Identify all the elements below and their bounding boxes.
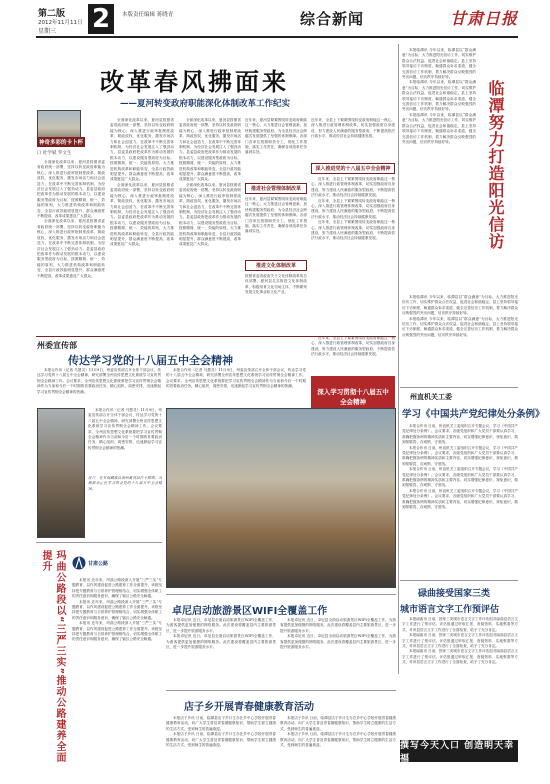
story2-photo-caption: 近日，在甘南藏族自治州夏河县拉卜楞镇，当地群众正在学习领会党的十八届五中全会精神。 bbox=[88, 476, 162, 491]
story2-body-b: 本报合作讯（记者 马慧灵）11月9日，州委宣传部召开全体干部会议，传达学习党的十八届五中全会精神，研究部署全州宣传思想文化系统学习宣传贯彻全会精神工作。会议要求，全州宣传思想文化系统要把学习宣传贯彻全会精神作为当前和今后一个时期的首要政治任务，精心组织，周密安排，迅速掀起学习宣传贯彻全会精神的热潮。 bbox=[166, 368, 306, 389]
story3-body: 本报讯 近年来，玛曲公路段深入开展“三严三实”专题教育，以作风建设促进公路建养工作全面提升。该段坚持把专题教育与日常养护管理相结合，切实增强全体职工的责任意识和服务意识，确保了辖区公路安全畅通。 本报讯 近年来，玛曲公路段深入开展“三严三实”专题教育，以作风建设促进公路建养工作全面提升。该段坚持把专题教育与日常养护管理相结合，切实增强全体职工的责任意识和服务意识，确保了辖区公路安全畅通。 本报讯 近年来，玛曲公路段深入开展“三严三实”专题教育，以作风建设促进公路建养工作全面提升。该段坚持把专题教育与日常养护管理相结合，切实增强全体职工的责任意识和服务意识，确保了辖区公路安全畅通。 bbox=[72, 578, 162, 642]
edition-label: 第二版 bbox=[38, 9, 66, 19]
middle-heading-1: 推进社会管理体制改革 bbox=[245, 183, 307, 194]
award-line-1: 碌曲接受国家三类 bbox=[418, 589, 491, 599]
story4-rule bbox=[166, 594, 396, 595]
right-kicker: 州直机关工委 bbox=[410, 393, 452, 401]
right-story-title: 学习《中国共产党纪律处分条例》 bbox=[402, 409, 545, 420]
lead-photo-label: 神奇多彩的卡卜杯 bbox=[37, 137, 85, 147]
gansu-road-logo-text: 甘肃公路 bbox=[88, 560, 109, 567]
edition-weekday: 星期三 bbox=[38, 28, 57, 35]
story2-title: 传达学习党的十八届五中全会精神 bbox=[68, 354, 233, 367]
story2-body-a: 本报合作讯（记者 马慧灵）11月9日，州委宣传部召开全体干部会议，传达学习党的十八届五中全会精神，研究部署全州宣传思想文化系统学习宣传贯彻全会精神工作。会议要求，全州宣传思想文化系统要把学习宣传贯彻全会精神作为当前和今后一个时期的首要政治任务，精心组织，周密安排，迅速掀起学习宣传贯彻全会精神的热潮。 bbox=[37, 368, 161, 394]
lead-title: 改革春风拂面来 bbox=[100, 67, 289, 96]
award-line-2: 城市语言文字工作预评估 bbox=[400, 605, 500, 615]
middle-intro: 近年来，夏河县紧紧围绕转变政府职能这一核心，大力推进社会管理创新，加快构建服务型政府，为全县经济社会跨越式发展提供了坚强的体制保障。各部门各单位按照职责分工，细化工作措施，落实工作责任，确保各项改革任务落到实处。 bbox=[245, 118, 307, 155]
middle-column bbox=[245, 118, 307, 332]
right-rule-2 bbox=[400, 580, 518, 581]
edition-date: 2012年11月11日 bbox=[38, 20, 83, 26]
right-story-body: 本报合作讯 日前，州直机关工委组织召开专题会议，学习《中国共产党纪律处分条例》。会议要求，各级党组织和广大党员干部要认真学习、准确把握条例的精神实质和主要内容，切实增强纪律意识、规矩意识，做到知敬畏、存戒惧、守底线。 本报合作讯 日前，州直机关工委组织召开专题会议，学习《中国共产党纪律处分条例》。会议要求，各级党组织和广大党员干部要认真学习、准确把握条例的精神实质和主要内容，切实增强纪律意识、规矩意识，做到知敬畏、存戒惧、守底线。 本报合作讯 日前，州直机关工委组织召开专题会议，学习《中国共产党纪律处分条例》。会议要求，各级党组织和广大党员干部要认真学习、准确把握条例的精神实质和主要内容，切实增强纪律意识、规矩意识，做到知敬畏、存戒惧、守底线。 本报合作讯 日前，州直机关工委组织召开专题会议，学习《中国共产党纪律处分条例》。会议要求，各级党组织和广大党员干部要认真学习、准确把握条例的精神实质和主要内容，切实增强纪律意识、规矩意识，做到知敬畏、存戒惧、守底线。 bbox=[402, 424, 518, 510]
lead-body-col2: 全面深化改革以来，夏河县按照省委省政府统一部署，坚持以转变政府职能为核心，深入推进行政审批制度改革，简政放权、优化服务，激发市场活力和社会创造力，在改革中不断完善体制机制，为经济社会发展注入了强劲动力。县委县政府把改革作为推动发展的根本动力，以建设服务型政府为目标，按照精简、统一、效能的原则，大力推进机构改革和职能转变，全县行政效能明显提升，群众满意度不断提高，改革成果惠及广大群众。 全面深化改革以来，夏河县按照省委省政府统一部署，坚持以转变政府职能为核心，深入推进行政审批制度改革，简政放权、优化服务，激发市场活力和社会创造力，在改革中不断完善体制机制，为经济社会发展注入了强劲动力。县委县政府把改革作为推动发展的根本动力，以建设服务型政府为目标，按照精简、统一、效能的原则，大力推进机构改革和职能转变，全县行政效能明显提升，群众满意度不断提高，改革成果惠及广大群众。 bbox=[110, 118, 174, 247]
middle-body-2: 按照省委省政府关于文化体制改革的总体部署，夏河县扎实推进文化体制改革，积极培育文化市场主体，不断繁荣发展文化事业和文化产业。 bbox=[245, 274, 307, 295]
road-logo-icon bbox=[72, 556, 86, 570]
column3-intro: 近年来，全县上下紧紧围绕转变政府职能这一核心，深入推进行政管理体制改革，切实加强政府自身建设，努力建设人民满意的服务型政府，不断提高依法行政水平，推动经济社会持续健康发展。 bbox=[311, 118, 395, 139]
story2-kicker: 州委宣传部 bbox=[37, 341, 77, 350]
column3-box-heading: 深入推进党的十八届五中全会精神 bbox=[311, 163, 395, 174]
story4-title: 卓尼启动旅游景区WIFI全覆盖工作 bbox=[172, 606, 328, 617]
column3-lower-body: 近年来，全县上下紧紧围绕转变政府职能这一核心，深入推进行政管理体制改革，切实加强政府自身建设，努力建设人民满意的服务型政府，不断提高依法行政水平，推动经济社会持续健康发展。 bbox=[311, 336, 395, 357]
middle-body-1: 近年来，夏河县紧紧围绕转变政府职能这一核心，大力推进社会管理创新，加快构建服务型政府，为全县经济社会跨越式发展提供了坚强的体制保障。各部门各单位按照职责分工，细化工作措施，落实工作责任，确保各项改革任务落到实处。 bbox=[245, 197, 307, 234]
story6-body-a: 本报店子乡讯 日前，临潭县店子乡计生办在乡中心学校开展青春健康教育活动，向广大学生普及青春期健康知识，帮助学生树立健康的生活方式，受到师生的普遍欢迎。 本报店子乡讯 日前，临潭县店子乡计生办在乡中心学校开展青春健康教育活动，向广大学生普及青春期健康知识，帮助学生树立健康的生活方式，受到师生的普遍欢迎。 bbox=[166, 716, 276, 748]
lead-photo bbox=[37, 110, 84, 146]
story6-body-b: 本报店子乡讯 日前，临潭县店子乡计生办在乡中心学校开展青春健康教育活动，向广大学生普及青春期健康知识，帮助学生树立健康的生活方式，受到师生的普遍欢迎。 本报店子乡讯 日前，临潭县店子乡计生办在乡中心学校开展青春健康教育活动，向广大学生普及青春期健康知识，帮助学生树立健康的生活方式，受到师生的普遍欢迎。 bbox=[280, 716, 396, 748]
right-vertical-title: 临潭努力打造阳光信访 bbox=[486, 80, 505, 250]
column3-banner: 深入学习贯彻十八届五中全会精神 bbox=[311, 376, 395, 418]
gansu-road-logo bbox=[72, 552, 110, 574]
right-rule-1 bbox=[400, 387, 518, 388]
section-title: 综合新闻 bbox=[300, 10, 365, 28]
story2-photo-small bbox=[37, 408, 85, 538]
story6-rule bbox=[166, 690, 396, 691]
paper-name: 甘肃日报 bbox=[450, 9, 519, 28]
middle-heading-2: 推进文化体制改革 bbox=[245, 260, 307, 271]
editor-line: 本版责任编辑 蒋晓青 bbox=[122, 12, 174, 18]
slogan-banner: 撰写今天入口 创造明天幸福 bbox=[400, 740, 518, 762]
right-top-body: 本报临潭讯 今年以来，临潭县以“群众满意”为目标，大力推进阳光信访工作，切实维护群众合法权益，促进社会和谐稳定。县上坚持领导接访下访制度，畅通群众诉求渠道，健全完善信访工作机制，着力解决群众反映强烈的突出问题，信访秩序持续好转。 本报临潭讯 今年以来，临潭县以“群众满意”为目标，大力推进阳光信访工作，切实维护群众合法权益，促进社会和谐稳定。县上坚持领导接访下访制度，畅通群众诉求渠道，健全完善信访工作机制，着力解决群众反映强烈的突出问题，信访秩序持续好转。 本报临潭讯 今年以来，临潭县以“群众满意”为目标，大力推进阳光信访工作，切实维护群众合法权益，促进社会和谐稳定。县上坚持领导接访下访制度，畅通群众诉求渠道，健全完善信访工作机制，着力解决群众反映强烈的突出问题，信访秩序持续好转。 bbox=[402, 48, 476, 144]
award-body: 本报碌曲讯 日前，国家三类城市语言文字工作评估组对碌曲县语言文字工作进行了预评估。评估组通过听取汇报、查阅资料、实地察看等方式，对该县语言文字工作进行了全面检查，给予了充分肯定。 本报碌曲讯 日前，国家三类城市语言文字工作评估组对碌曲县语言文字工作进行了预评估。评估组通过听取汇报、查阅资料、实地察看等方式，对该县语言文字工作进行了全面检查，给予了充分肯定。 本报碌曲讯 日前，国家三类城市语言文字工作评估组对碌曲县语言文字工作进行了预评估。评估组通过听取汇报、查阅资料、实地察看等方式，对该县语言文字工作进行了全面检查，给予了充分肯定。 bbox=[402, 617, 518, 665]
masthead-rule bbox=[36, 36, 518, 38]
column3 bbox=[311, 118, 395, 332]
page-number: 2 bbox=[88, 4, 114, 34]
right-divider bbox=[398, 44, 399, 674]
story4-body-a: 本报卓尼讯 近日，卓尼县全面启动旅游景区WIFI全覆盖工作，为游客提供更加便捷的网络服务。此次建设将覆盖县内主要旅游景区，进一步提升旅游服务水平。 本报卓尼讯 近日，卓尼县全面启动旅游景区WIFI全覆盖工作，为游客提供更加便捷的网络服务。此次建设将覆盖县内主要旅游景区，进一步提升旅游服务水平。 bbox=[166, 618, 276, 650]
story6-title: 店子乡开展青春健康教育活动 bbox=[184, 702, 314, 713]
masthead bbox=[0, 0, 550, 40]
story3-vertical-title: 玛曲公路段以“三严三实”推动公路建养全面提升 bbox=[40, 550, 65, 764]
story2-body-c: 本报合作讯（记者 马慧灵）11月9日，州委宣传部召开全体干部会议，传达学习党的十八届五中全会精神，研究部署全州宣传思想文化系统学习宣传贯彻全会精神工作。会议要求，全州宣传思想文化系统要把学习宣传贯彻全会精神作为当前和今后一个时期的首要政治任务，精心组织，周密安排，迅速掀起学习宣传贯彻全会精神的热潮。 bbox=[88, 408, 162, 450]
story2-photo-main bbox=[166, 408, 396, 588]
column3-body: 近年来，全县上下紧紧围绕转变政府职能这一核心，深入推进行政管理体制改革，切实加强政府自身建设，努力建设人民满意的服务型政府，不断提高依法行政水平，推动经济社会持续健康发展。 近年来，全县上下紧紧围绕转变政府职能这一核心，深入推进行政管理体制改革，切实加强政府自身建设，努力建设人民满意的服务型政府，不断提高依法行政水平，推动经济社会持续健康发展。 近年来，全县上下紧紧围绕转变政府职能这一核心，深入推进行政管理体制改革，切实加强政府自身建设，努力建设人民满意的服务型政府，不断提高依法行政水平，推动经济社会持续健康发展。 bbox=[311, 177, 395, 241]
lead-subtitle: ——夏河转变政府职能深化体制改革工作纪实 bbox=[120, 99, 291, 109]
lead-body-col1: 全面深化改革以来，夏河县按照省委省政府统一部署，坚持以转变政府职能为核心，深入推进行政审批制度改革，简政放权、优化服务，激发市场活力和社会创造力，在改革中不断完善体制机制，为经济社会发展注入了强劲动力。县委县政府把改革作为推动发展的根本动力，以建设服务型政府为目标，按照精简、统一、效能的原则，大力推进机构改革和职能转变，全县行政效能明显提升，群众满意度不断提高，改革成果惠及广大群众。 全面深化改革以来，夏河县按照省委省政府统一部署，坚持以转变政府职能为核心，深入推进行政审批制度改革，简政放权、优化服务，激发市场活力和社会创造力，在改革中不断完善体制机制，为经济社会发展注入了强劲动力。县委县政府把改革作为推动发展的根本动力，以建设服务型政府为目标，按照精简、统一、效能的原则，大力推进机构改革和职能转变，全县行政效能明显提升，群众满意度不断提高，改革成果惠及广大群众。 bbox=[37, 160, 105, 278]
lead-byline: 口 杜学斌 罗文生 bbox=[37, 151, 72, 156]
story3-rule bbox=[36, 542, 162, 543]
lead-body-col3: 全面深化改革以来，夏河县按照省委省政府统一部署，坚持以转变政府职能为核心，深入推进行政审批制度改革，简政放权、优化服务，激发市场活力和社会创造力，在改革中不断完善体制机制，为经济社会发展注入了强劲动力。县委县政府把改革作为推动发展的根本动力，以建设服务型政府为目标，按照精简、统一、效能的原则，大力推进机构改革和职能转变，全县行政效能明显提升，群众满意度不断提高，改革成果惠及广大群众。 全面深化改革以来，夏河县按照省委省政府统一部署，坚持以转变政府职能为核心，深入推进行政审批制度改革，简政放权、优化服务，激发市场活力和社会创造力，在改革中不断完善体制机制，为经济社会发展注入了强劲动力。县委县政府把改革作为推动发展的根本动力，以建设服务型政府为目标，按照精简、统一、效能的原则，大力推进机构改革和职能转变，全县行政效能明显提升，群众满意度不断提高，改革成果惠及广大群众。 bbox=[179, 118, 241, 247]
story4-body-b: 本报卓尼讯 近日，卓尼县全面启动旅游景区WIFI全覆盖工作，为游客提供更加便捷的网络服务。此次建设将覆盖县内主要旅游景区，进一步提升旅游服务水平。 本报卓尼讯 近日，卓尼县全面启动旅游景区WIFI全覆盖工作，为游客提供更加便捷的网络服务。此次建设将覆盖县内主要旅游景区，进一步提升旅游服务水平。 bbox=[280, 618, 396, 650]
right-lower-body: 本报临潭讯 今年以来，临潭县以“群众满意”为目标，大力推进阳光信访工作，切实维护群众合法权益，促进社会和谐稳定。县上坚持领导接访下访制度，畅通群众诉求渠道，健全完善信访工作机制，着力解决群众反映强烈的突出问题，信访秩序持续好转。 本报临潭讯 今年以来，临潭县以“群众满意”为目标，大力推进阳光信访工作，切实维护群众合法权益，促进社会和谐稳定。县上坚持领导接访下访制度，畅通群众诉求渠道，健全完善信访工作机制，着力解决群众反映强烈的突出问题，信访秩序持续好转。 bbox=[402, 295, 518, 337]
